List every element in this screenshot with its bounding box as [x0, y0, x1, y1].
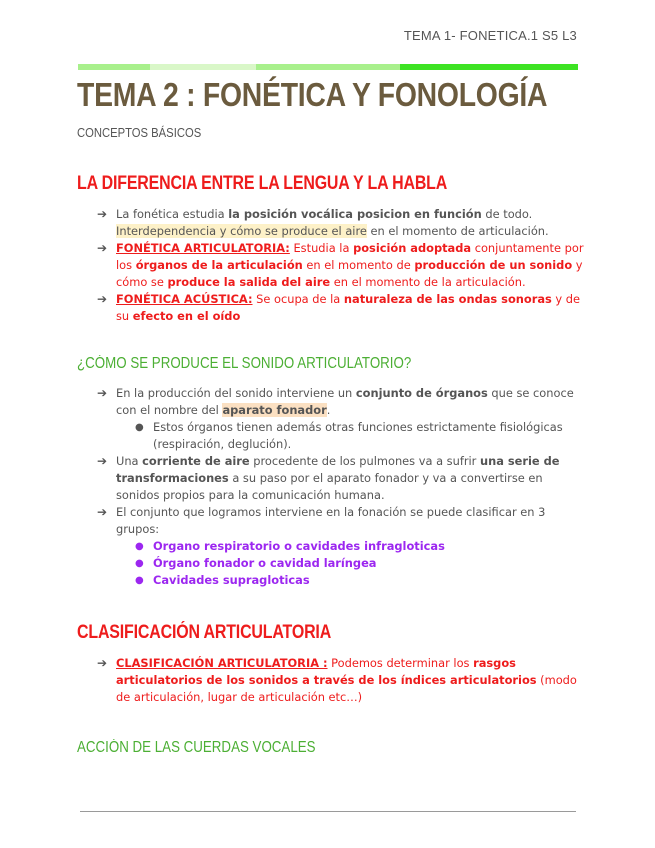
text-run: produce la salida del aire: [167, 275, 331, 289]
footer-divider: [80, 811, 576, 812]
arrow-bullet-icon: ➔: [97, 656, 108, 670]
text-run: órganos de la articulación: [135, 258, 303, 272]
text-run: La fonética estudia: [116, 207, 229, 221]
text-run: en el momento de: [302, 258, 415, 272]
text-run: En la producción del sonido interviene un: [116, 386, 356, 400]
header-color-bar: [78, 64, 578, 70]
text-run: naturaleza de las ondas sonoras: [343, 292, 552, 306]
section-heading-cuerdas-vocales: ACCIÓN DE LAS CUERDAS VOCALES: [77, 739, 316, 756]
section-heading-sonido-articulatorio: ¿CÓMO SE PRODUCE EL SONIDO ARTICULATORIO?: [77, 355, 412, 372]
text-run: Estudia la: [289, 241, 354, 255]
text-run: que se conoce con el nombre del: [116, 386, 574, 417]
color-bar-segment: [400, 64, 578, 70]
color-bar-segment: [78, 64, 150, 70]
list-item: [97, 453, 587, 504]
text-run: la posición vocálica posicion en función: [228, 207, 482, 221]
text-run: efecto en el oído: [132, 309, 241, 323]
text-run: conjuntamente por los: [116, 241, 584, 272]
text-run: y cómo se: [116, 258, 583, 289]
list-item: [97, 291, 587, 325]
sub-list: [116, 419, 587, 453]
document-subtitle: CONCEPTOS BÁSICOS: [77, 126, 202, 140]
arrow-bullet-icon: ➔: [97, 292, 108, 306]
sub-list-item: [135, 572, 587, 589]
list-item: [97, 385, 587, 453]
dot-bullet-icon: ●: [135, 541, 144, 552]
highlighted-text: Interdependencia y cómo se produce el aire: [116, 224, 367, 238]
section-heading-lengua-habla: LA DIFERENCIA ENTRE LA LENGUA Y LA HABLA: [77, 173, 448, 194]
arrow-bullet-icon: ➔: [97, 454, 108, 468]
text-run: procedente de los pulmones va a sufrir: [249, 454, 480, 468]
dot-bullet-icon: ●: [135, 422, 144, 433]
dot-bullet-icon: ●: [135, 558, 144, 569]
arrow-bullet-icon: ➔: [97, 207, 108, 221]
text-run: producción de un sonido: [414, 258, 573, 272]
text-run: posición adoptada: [353, 241, 472, 255]
running-header: TEMA 1- FONETICA.1 S5 L3: [403, 28, 577, 43]
arrow-bullet-icon: ➔: [97, 386, 108, 400]
text-run: en el momento de articulación.: [366, 224, 549, 238]
text-run: una serie de transformaciones: [116, 454, 560, 485]
text-run: El conjunto que logramos interviene en la fonación se puede clasificar en 3 grupos:: [116, 505, 546, 536]
document-title: TEMA 2 : FONÉTICA Y FONOLOGÍA: [77, 76, 548, 113]
term-label: FONÉTICA ACÚSTICA:: [116, 292, 253, 306]
text-run: Se ocupa de la: [252, 292, 344, 306]
list-item: [97, 206, 587, 240]
section-2-list: [97, 385, 587, 589]
text-run: Estos órganos tienen además otras funciones estrictamente fisiológicas (respiración, deglución).: [153, 420, 563, 451]
text-run: .: [326, 403, 331, 417]
sub-list: [116, 538, 587, 589]
group-label: Organo respiratorio o cavidades infragloticas: [153, 539, 445, 553]
text-run: rasgos articulatorios de los sonidos a través de los índices articulatorios: [116, 656, 537, 687]
highlighted-text: aparato fonador: [222, 403, 327, 417]
section-heading-clasificacion: CLASIFICACIÓN ARTICULATORIA: [77, 622, 332, 643]
dot-bullet-icon: ●: [135, 575, 144, 586]
group-label: Órgano fonador o cavidad laríngea: [153, 556, 377, 570]
text-run: y de su: [116, 292, 581, 323]
text-run: corriente de aire: [142, 454, 250, 468]
text-run: a su paso por el aparato fonador y va a convertirse en sonidos propios para la comunicación humana.: [116, 471, 543, 502]
section-1-list: [97, 206, 587, 325]
text-run: (modo de articulación, lugar de articulación etc…): [116, 673, 577, 704]
arrow-bullet-icon: ➔: [97, 505, 108, 519]
list-item: [97, 655, 587, 706]
text-run: Podemos determinar los: [327, 656, 474, 670]
group-label: Cavidades supragloticas: [153, 573, 310, 587]
color-bar-segment: [150, 64, 256, 70]
term-label: CLASIFICACIÓN ARTICULATORIA :: [116, 656, 328, 670]
list-item: [97, 504, 587, 589]
sub-list-item: [135, 555, 587, 572]
arrow-bullet-icon: ➔: [97, 241, 108, 255]
section-3-list: [97, 655, 587, 706]
text-run: conjunto de órganos: [355, 386, 488, 400]
text-run: en el momento de la articulación.: [330, 275, 526, 289]
text-run: Una: [116, 454, 143, 468]
list-item: [97, 240, 587, 291]
term-label: FONÉTICA ARTICULATORIA:: [116, 241, 290, 255]
color-bar-segment: [256, 64, 400, 70]
sub-list-item: [135, 419, 587, 453]
sub-list-item: [135, 538, 587, 555]
text-run: de todo.: [481, 207, 533, 221]
